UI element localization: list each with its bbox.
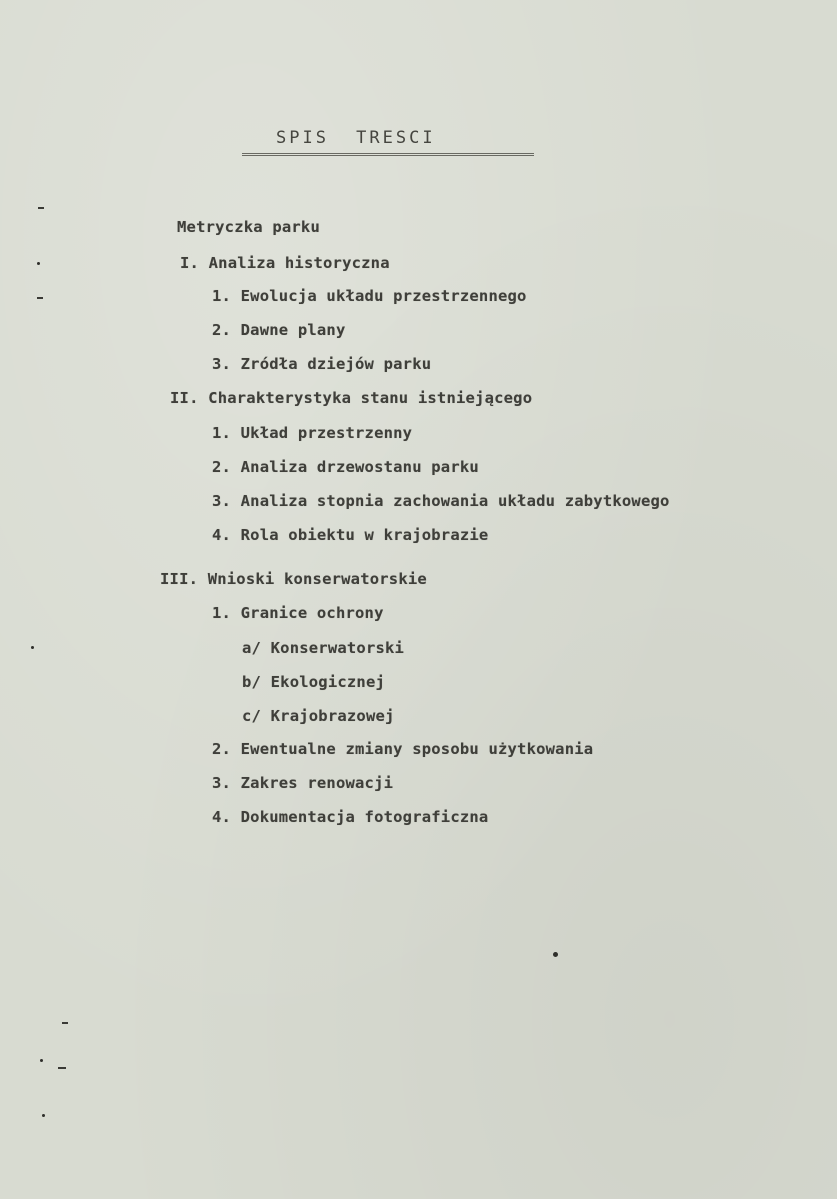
toc-subentry xyxy=(212,492,670,510)
toc-entry-text: Granice ochrony xyxy=(240,604,384,622)
toc-subentry xyxy=(212,355,431,373)
toc-entry-text: Charakterystyka stanu istniejącego xyxy=(208,389,533,407)
toc-subentry xyxy=(212,604,384,622)
toc-subsubentry xyxy=(242,639,404,657)
toc-entry-number: 2. xyxy=(212,740,232,758)
toc-entry-number: 4. xyxy=(212,808,232,826)
toc-entry-number: 4. xyxy=(212,526,232,544)
toc-entry-number: a/ xyxy=(242,639,262,657)
toc-entry-number: 1. xyxy=(212,287,232,305)
toc-section-3 xyxy=(160,570,427,588)
toc-entry-text: Zródła dziejów parku xyxy=(240,355,432,373)
page-title: SPIS TRESCI xyxy=(276,128,436,148)
toc-entry-number: 2. xyxy=(212,321,232,339)
toc-entry-number: 3. xyxy=(212,492,232,510)
toc-entry-metryczka xyxy=(177,218,320,236)
toc-entry-text: Analiza historyczna xyxy=(208,254,390,272)
toc-entry-number: 1. xyxy=(212,424,232,442)
scan-mark xyxy=(38,207,44,209)
toc-entry-text: Analiza drzewostanu parku xyxy=(240,458,479,476)
toc-section-2 xyxy=(170,389,532,407)
scan-speck xyxy=(553,952,558,957)
toc-subsubentry xyxy=(242,673,385,691)
toc-entry-text: Konserwatorski xyxy=(270,639,405,657)
toc-entry-number: II. xyxy=(170,389,199,407)
toc-subentry xyxy=(212,740,593,758)
toc-subentry xyxy=(212,526,488,544)
toc-entry-text: Wnioski konserwatorskie xyxy=(207,570,427,588)
toc-subentry xyxy=(212,287,527,305)
toc-entry-text: Krajobrazowej xyxy=(270,707,395,725)
scan-speck xyxy=(31,646,34,649)
toc-subsubentry xyxy=(242,707,395,725)
toc-subentry xyxy=(212,458,479,476)
toc-entry-text: Ewolucja układu przestrzennego xyxy=(240,287,527,305)
toc-section-1 xyxy=(180,254,390,272)
toc-entry-number: 3. xyxy=(212,355,232,373)
toc-entry-text: Metryczka parku xyxy=(177,218,320,236)
toc-subentry xyxy=(212,808,488,826)
toc-subentry xyxy=(212,774,393,792)
scan-mark xyxy=(37,297,43,299)
toc-entry-text: Analiza stopnia zachowania układu zabytkowego xyxy=(240,492,670,510)
scan-mark xyxy=(62,1022,68,1024)
toc-entry-number: 2. xyxy=(212,458,232,476)
toc-entry-text: Ekologicznej xyxy=(270,673,386,691)
scan-speck xyxy=(42,1114,45,1117)
toc-entry-text: Ewentualne zmiany sposobu użytkowania xyxy=(240,740,594,758)
toc-entry-number: c/ xyxy=(242,707,262,725)
toc-entry-text: Rola obiektu w krajobrazie xyxy=(240,526,489,544)
toc-entry-text: Dawne plany xyxy=(240,321,346,339)
scan-mark xyxy=(58,1067,66,1069)
toc-entry-number: I. xyxy=(180,254,200,272)
toc-subentry xyxy=(212,321,345,339)
scan-speck xyxy=(40,1059,43,1062)
toc-entry-text: Zakres renowacji xyxy=(240,774,394,792)
title-underline xyxy=(242,153,534,156)
toc-entry-number: III. xyxy=(160,570,199,588)
toc-entry-text: Układ przestrzenny xyxy=(240,424,413,442)
toc-entry-number: 1. xyxy=(212,604,232,622)
toc-entry-text: Dokumentacja fotograficzna xyxy=(240,808,489,826)
scan-speck xyxy=(37,262,40,265)
toc-entry-number: b/ xyxy=(242,673,262,691)
toc-subentry xyxy=(212,424,412,442)
toc-entry-number: 3. xyxy=(212,774,232,792)
